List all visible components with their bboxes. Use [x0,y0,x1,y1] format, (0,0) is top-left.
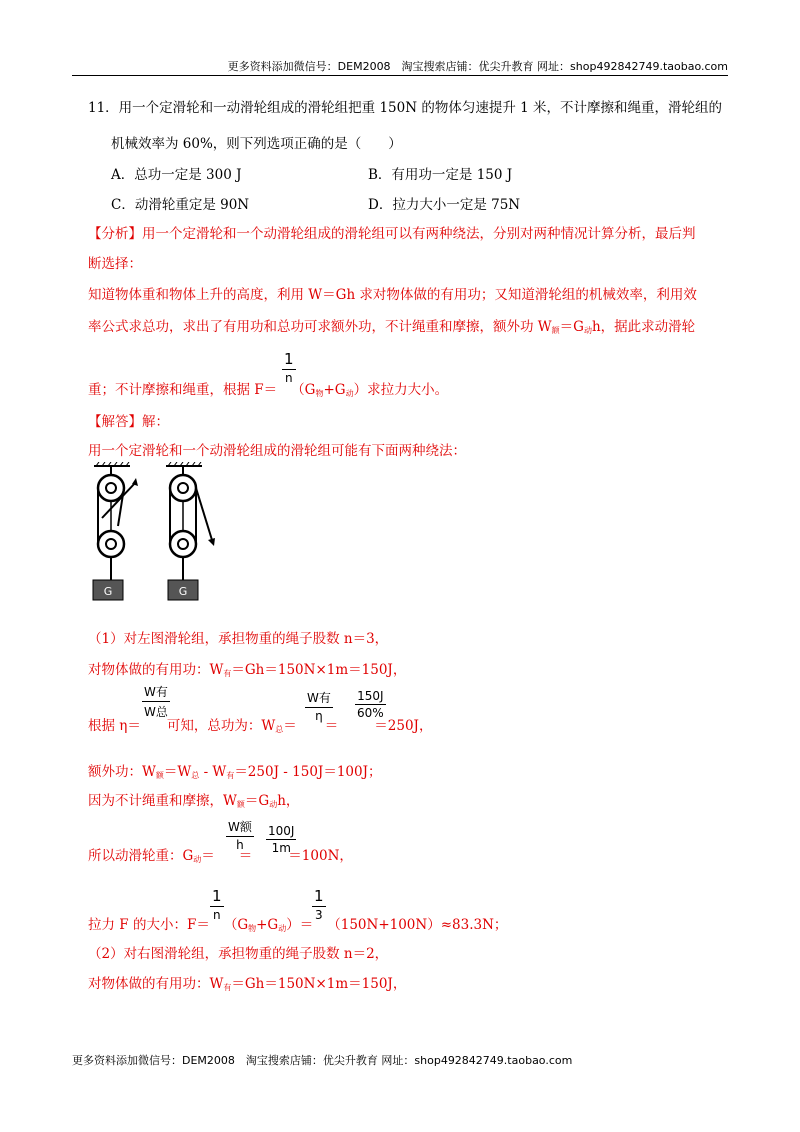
solution-p3: 根据 η＝ 可知，总功为：$W_总= = =250J$， [88,718,433,734]
fraction-1-over-n-b: 1 n [212,887,222,922]
solution-intro: 用一个定滑轮和一个动滑轮组成的滑轮组可能有下面两种绕法： [88,443,466,459]
solution-title: 【解答】解： [88,414,169,430]
solution-p9: 对物体做的有用功：$W_有=Gh=150N\times 1m=150J$， [88,976,407,992]
solution-p5: 因为不计绳重和摩擦，$W_额=G_动h$， [88,793,300,809]
question-line-1: 11．用一个定滑轮和一动滑轮组成的滑轮组把重 150N 的物体匀速提升 1 米，不计摩擦和绳重，滑轮组的 [88,100,723,116]
option-d: D．拉力大小一定是 75N [368,197,521,213]
header-rule [72,75,728,76]
option-b: B．有用功一定是 150 J [368,167,513,183]
fraction-1-over-n: 1 n [284,350,294,385]
page-header: 更多资料添加微信号：DEM2008 淘宝搜索店铺：优尖升教育 网址：shop492842749.taobao.com [227,60,728,73]
solution-p2: 对物体做的有用功：$W_有=Gh=150N\times 1m=150J$， [88,662,407,678]
analysis-line-4: 率公式求总功，求出了有用功和总功可求额外功，不计绳重和摩擦，额外功 $W_额=G_动h$，据此求动滑轮 [88,319,696,335]
analysis-line-3: 知道物体重和物体上升的高度，利用 W＝Gh 求对物体做的有用功；又知道滑轮组的机械效率，利用效 [88,287,697,303]
analysis-line-1: 【分析】用一个定滑轮和一个动滑轮组成的滑轮组可以有两种绕法，分别对两种情况计算分析，最后判 [88,226,696,242]
fraction-1-over-3: 1 3 [314,887,324,922]
analysis-line-2: 断选择： [88,256,142,272]
page-footer: 更多资料添加微信号：DEM2008 淘宝搜索店铺：优尖升教育 网址：shop492842749.taobao.com [72,1054,573,1067]
pulley-figure [88,462,238,607]
solution-p6: 所以动滑轮重：$G_动= = =100N$， [88,848,353,864]
option-a: A．总功一定是 300 J [111,167,242,183]
fraction-150-over-60: 150J 60% [357,689,384,720]
fraction-eta: W有 W总 [144,685,168,719]
option-c: C．动滑轮重定是 90N [111,197,250,213]
solution-p8: （2）对右图滑轮组，承担物重的绳子股数 n＝2， [88,946,389,962]
right-pulley-system [166,462,215,600]
solution-p7: 拉力 F 的大小：$F= (G_物+G_动)= (150N+100N)\approx 83.3N$； [88,917,508,933]
question-line-2: 机械效率为 60%，则下列选项正确的是（ ） [111,136,402,152]
left-weight-label: G [103,585,113,598]
fraction-w-over-eta: W有 η [307,691,331,723]
fraction-w-over-h: W额 h [228,820,252,852]
right-weight-label: G [178,585,188,598]
solution-p4: 额外功：$W_额=W_总 - W_有=250J - 150J=100J$； [88,764,382,780]
solution-p1: （1）对左图滑轮组，承担物重的绳子股数 n＝3， [88,631,389,647]
left-pulley-system [93,462,138,600]
fraction-100-over-1m: 100J 1m [268,824,295,855]
analysis-line-5: 重；不计摩擦和绳重，根据 $F= (G_物+G_动)$求拉力大小。 [88,382,449,398]
